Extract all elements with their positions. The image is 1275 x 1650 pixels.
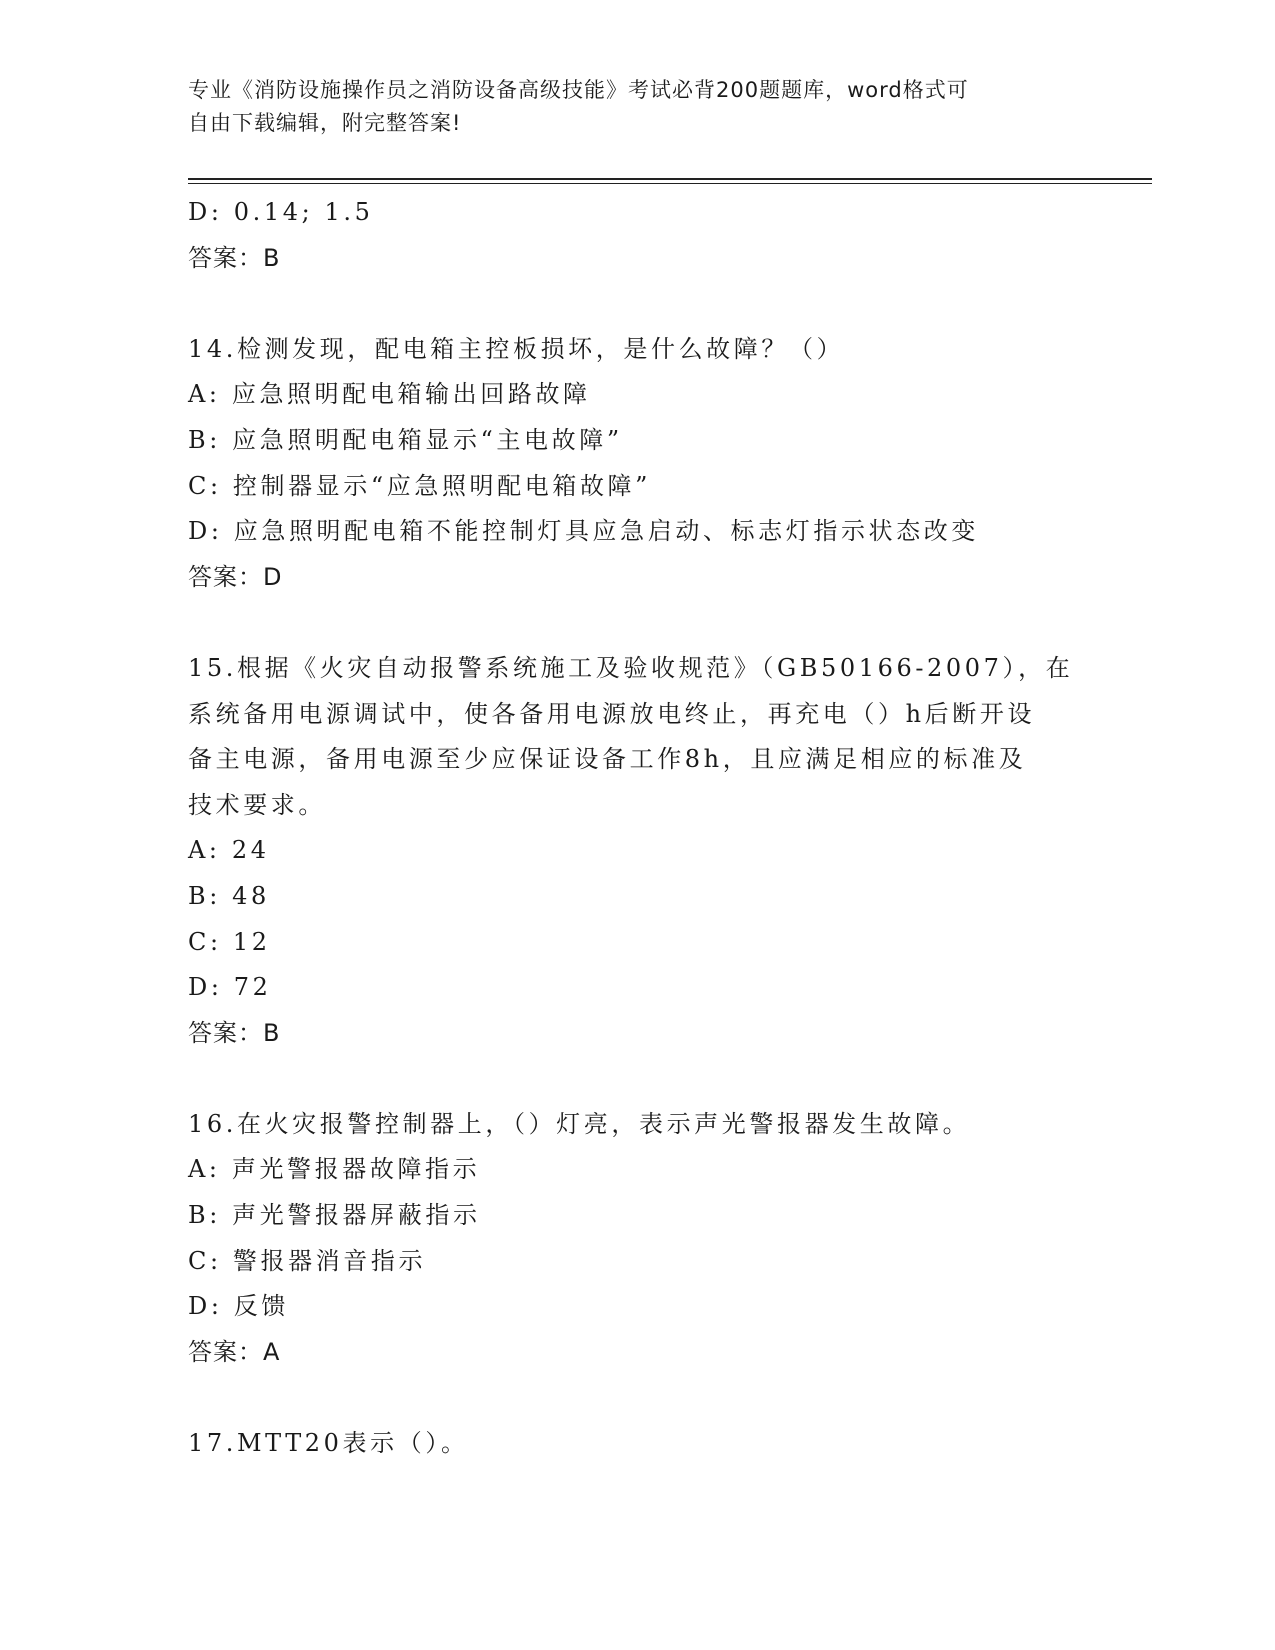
document-body [188,190,1088,1467]
question-text: 17.MTT20表示（）。 [188,1429,469,1458]
spacer [188,281,1088,327]
option-c: C: 12 [188,927,271,956]
header-line-2: 自由下载编辑，附完整答案! [188,111,462,135]
option-c: C: 警报器消音指示 [188,1246,427,1275]
option-b: B: 48 [188,881,270,910]
option-d: D: 应急照明配电箱不能控制灯具应急启动、标志灯指示状态改变 [188,517,979,546]
answer-line: 答案：D [188,562,283,591]
question-block [188,327,1088,601]
question-block [188,1102,1088,1376]
question-text: 14.检测发现，配电箱主控板损坏，是什么故障？（） [188,334,845,363]
option-c: C: 控制器显示“应急照明配电箱故障” [188,471,652,500]
question-text-line: 系统备用电源调试中，使各备用电源放电终止，再充电（）h后断开设 [188,699,1036,728]
option-a: A: 声光警报器故障指示 [188,1155,481,1184]
answer-line: 答案：B [188,1018,281,1047]
option-d: D: 0.14; 1.5 [188,198,374,226]
question-text: 16.在火灾报警控制器上，（）灯亮，表示声光警报器发生故障。 [188,1109,971,1138]
question-text-line: 备主电源，备用电源至少应保证设备工作8h，且应满足相应的标准及 [188,745,1027,774]
document-header [188,74,1068,140]
option-b: B: 声光警报器屏蔽指示 [188,1201,481,1230]
header-rule-thick [188,178,1152,180]
question-text-line: 技术要求。 [188,790,326,819]
answer-line: 答案：B [188,243,281,272]
header-line-1: 专业《消防设施操作员之消防设备高级技能》考试必背200题题库，word格式可 [188,78,969,102]
option-d: D: 反馈 [188,1292,289,1321]
question-block [188,1421,1088,1467]
option-d: D: 72 [188,973,272,1002]
spacer [188,600,1088,646]
option-a: A: 24 [188,836,270,865]
spacer [188,1375,1088,1421]
option-a: A: 应急照明配电箱输出回路故障 [188,380,591,409]
question-text-line: 15.根据《火灾自动报警系统施工及验收规范》（GB50166-2007），在 [188,653,1074,682]
question-block [188,646,1088,1056]
spacer [188,1056,1088,1102]
header-rule-thin [188,183,1152,184]
answer-line: 答案：A [188,1337,281,1366]
option-b: B: 应急照明配电箱显示“主电故障” [188,425,623,454]
